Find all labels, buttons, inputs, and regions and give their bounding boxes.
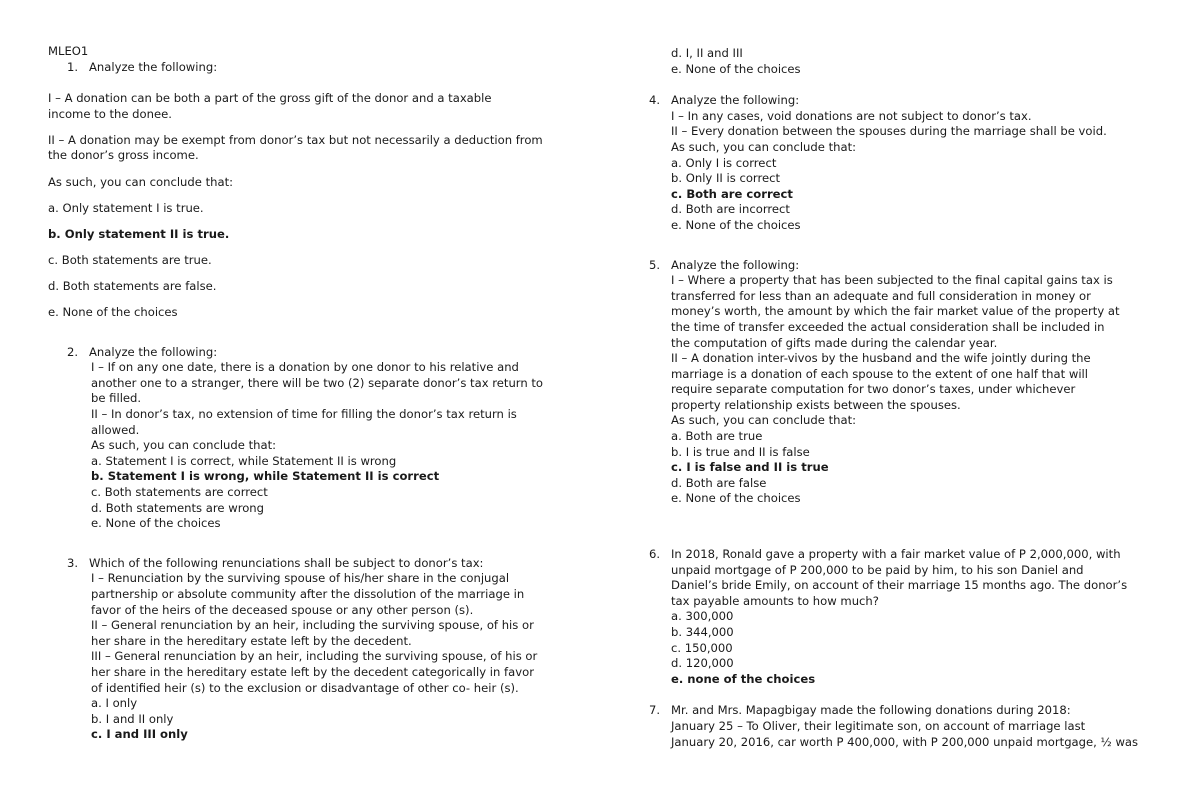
question-number: 7. — [649, 703, 661, 718]
choice-e-answer: e. none of the choices — [671, 671, 816, 686]
question-number: 6. — [649, 547, 661, 562]
question-3 — [48, 556, 588, 743]
question-6 — [649, 547, 1169, 687]
statement-line: III – General renunciation by an heir, including the surviving spouse, of his or — [91, 649, 538, 664]
choice-d: d. I, II and III — [671, 46, 743, 60]
question-7-stem — [649, 703, 1169, 719]
choice-c: c. Both statements are correct — [91, 484, 268, 499]
statement-line: another one to a stranger, there will be two (2) separate donor’s tax return to — [91, 375, 544, 390]
statement-line: marriage is a donation of each spouse to the extent of one half that will — [671, 366, 1088, 381]
question-7 — [649, 703, 1169, 750]
question-number: 5. — [649, 257, 661, 272]
choice-b-answer: b. Statement I is wrong, while Statement II is correct — [91, 469, 440, 484]
conclusion-prompt: As such, you can conclude that: — [671, 413, 857, 428]
statement-line: income to the donee. — [48, 106, 172, 121]
question-6-stem — [649, 547, 1169, 563]
question-2 — [48, 345, 588, 532]
statement-line: I – If on any one date, there is a donation by one donor to his relative and — [91, 360, 519, 375]
statement-line: January 20, 2016, car worth P 400,000, with P 200,000 unpaid mortgage, ½ was — [671, 734, 1139, 749]
choice-d: d. Both are incorrect — [671, 202, 790, 217]
statement-line: the time of transfer exceeded the actual consideration shall be included in — [671, 319, 1105, 334]
choice-e: e. None of the choices — [48, 305, 178, 320]
statement-line: the donor’s gross income. — [48, 148, 199, 163]
statement-line: II – In donor’s tax, no extension of time for filling the donor’s tax return is — [91, 407, 517, 421]
question-stem: Analyze the following: — [89, 59, 218, 74]
choice-c: c. 150,000 — [671, 640, 733, 655]
statement-line: transferred for less than an adequate and full consideration in money or — [671, 288, 1091, 303]
conclusion-prompt: As such, you can conclude that: — [91, 438, 277, 453]
question-3-continued — [649, 46, 1169, 77]
question-1 — [48, 60, 588, 321]
statement-line: II – General renunciation by an heir, including the surviving spouse, of his or — [91, 618, 534, 633]
question-number: 2. — [67, 344, 79, 359]
choice-e: e. None of the choices — [671, 491, 801, 506]
question-number: 3. — [67, 555, 79, 570]
choice-d: d. 120,000 — [671, 656, 734, 671]
statement-line: tax payable amounts to how much? — [671, 593, 879, 608]
right-column — [649, 46, 1169, 750]
statement-line: her share in the hereditary estate left by the decedent. — [91, 633, 412, 648]
statement-line: I – A donation can be both a part of the gross gift of the donor and a taxable — [48, 91, 492, 106]
document-header: MLEO1 — [48, 44, 89, 58]
question-4-stem — [649, 93, 1169, 109]
choice-e: e. None of the choices — [671, 217, 801, 232]
statement-line: favor of the heirs of the deceased spouse or any other person (s). — [91, 602, 474, 617]
statement-line: property relationship exists between the spouses. — [671, 397, 961, 412]
statement-line: II – A donation may be exempt from donor’s tax but not necessarily a deduction from — [48, 132, 543, 147]
left-column — [48, 44, 588, 743]
statement-line: be filled. — [91, 391, 142, 406]
choice-b: b. Only II is correct — [671, 171, 781, 186]
statement-line: partnership or absolute community after the dissolution of the marriage in — [91, 586, 525, 601]
choice-a: a. Both are true — [671, 429, 763, 444]
statement-line: I – Where a property that has been subjected to the final capital gains tax is — [671, 273, 1113, 288]
statement-line: allowed. — [91, 422, 140, 437]
choice-a: a. I only — [91, 696, 138, 711]
statement-line: I – In any cases, void donations are not subject to donor’s tax. — [671, 108, 1032, 123]
question-number: 4. — [649, 93, 661, 108]
choice-d: d. Both statements are wrong — [91, 500, 265, 515]
statement-line: II – Every donation between the spouses during the marriage shall be void. — [671, 124, 1107, 139]
choice-c-answer: c. I and III only — [91, 727, 188, 742]
choice-e: e. None of the choices — [91, 516, 221, 531]
statement-line: II – A donation inter-vivos by the husband and the wife jointly during the — [671, 351, 1091, 366]
statement-line: money’s worth, the amount by which the fair market value of the property at — [671, 304, 1120, 319]
choice-c-answer: c. Both are correct — [671, 186, 793, 201]
statement-line: I – Renunciation by the surviving spouse of his/her share in the conjugal — [91, 571, 510, 586]
question-4 — [649, 93, 1169, 233]
choice-b: b. 344,000 — [671, 625, 734, 639]
conclusion-prompt: As such, you can conclude that: — [48, 174, 234, 189]
statement-line: January 25 – To Oliver, their legitimate son, on account of marriage last — [671, 718, 1086, 733]
choice-a: a. Statement I is correct, while Statement II is wrong — [91, 453, 397, 468]
choice-a: a. Only statement I is true. — [48, 200, 204, 215]
choice-a: a. Only I is correct — [671, 155, 777, 170]
statement-line: her share in the hereditary estate left by the decedent categorically in favor — [91, 664, 534, 679]
statement-line: the computation of gifts made during the calendar year. — [671, 335, 998, 350]
conclusion-prompt: As such, you can conclude that: — [671, 139, 857, 154]
question-stem: Analyze the following: — [671, 257, 800, 272]
question-stem: Analyze the following: — [671, 93, 800, 108]
question-stem: Analyze the following: — [89, 344, 218, 359]
choice-e: e. None of the choices — [671, 61, 801, 76]
choice-d: d. Both statements are false. — [48, 278, 217, 293]
question-1-stem — [48, 60, 588, 76]
choice-a: a. 300,000 — [671, 609, 734, 624]
question-2-stem — [48, 345, 588, 361]
question-stem: Mr. and Mrs. Mapagbigay made the following donations during 2018: — [671, 703, 1071, 718]
question-stem: Which of the following renunciations shall be subject to donor’s tax: — [89, 555, 484, 570]
choice-c: c. Both statements are true. — [48, 252, 212, 267]
choice-b: b. I and II only — [91, 711, 174, 726]
question-number: 1. — [67, 59, 79, 74]
choice-c-answer: c. I is false and II is true — [671, 460, 829, 475]
statement-line: Daniel’s bride Emily, on account of their marriage 15 months ago. The donor’s — [671, 578, 1128, 593]
choice-b: b. I is true and II is false — [671, 444, 810, 459]
question-3-stem — [48, 556, 588, 572]
statement-line: require separate computation for two donor’s taxes, under whichever — [671, 382, 1076, 397]
choice-b-answer: b. Only statement II is true. — [48, 226, 230, 241]
statement-line: of identified heir (s) to the exclusion or disadvantage of other co- heir (s). — [91, 680, 519, 695]
choice-d: d. Both are false — [671, 475, 767, 490]
statement-line: unpaid mortgage of P 200,000 to be paid by him, to his son Daniel and — [671, 562, 1084, 577]
question-5-stem — [649, 258, 1169, 274]
question-5 — [649, 258, 1169, 508]
question-stem: In 2018, Ronald gave a property with a fair market value of P 2,000,000, with — [671, 547, 1121, 562]
